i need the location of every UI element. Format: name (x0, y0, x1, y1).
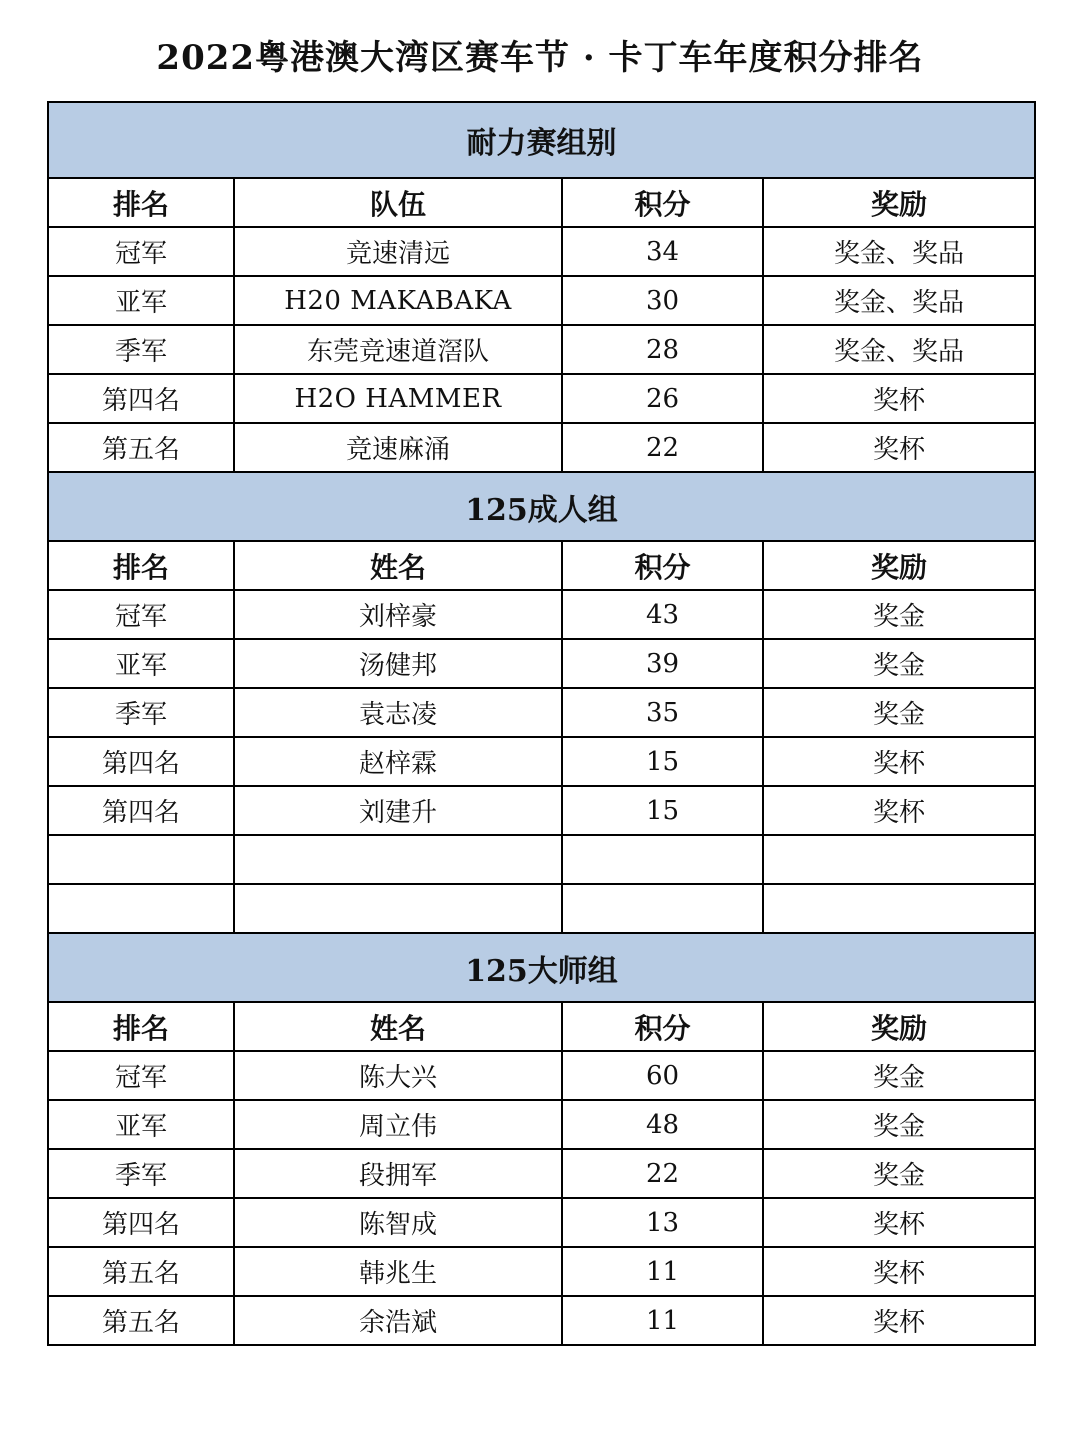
reward-cell: 奖杯 (763, 374, 1035, 423)
reward-cell: 奖杯 (763, 1296, 1035, 1345)
entrant-cell: 周立伟 (234, 1100, 562, 1149)
entrant-cell (234, 884, 562, 933)
table-row (48, 227, 1035, 276)
entrant-cell (234, 835, 562, 884)
rank-cell (48, 884, 234, 933)
rank-cell: 第五名 (48, 423, 234, 472)
points-cell: 15 (562, 786, 763, 835)
points-cell: 11 (562, 1247, 763, 1296)
entrant-cell: 东莞竞速道滘队 (234, 325, 562, 374)
reward-cell: 奖杯 (763, 1247, 1035, 1296)
points-cell (562, 835, 763, 884)
reward-cell: 奖金 (763, 1149, 1035, 1198)
column-header-rank: 排名 (48, 178, 234, 227)
rank-cell: 冠军 (48, 227, 234, 276)
column-header-entrant: 队伍 (234, 178, 562, 227)
points-cell: 11 (562, 1296, 763, 1345)
rank-cell: 季军 (48, 325, 234, 374)
points-cell: 28 (562, 325, 763, 374)
entrant-cell: 陈智成 (234, 1198, 562, 1247)
table-row (48, 1296, 1035, 1345)
column-header-reward: 奖励 (763, 541, 1035, 590)
table-row (48, 276, 1035, 325)
reward-cell: 奖金 (763, 688, 1035, 737)
table-row (48, 737, 1035, 786)
rank-cell: 第四名 (48, 374, 234, 423)
column-header-row (48, 1002, 1035, 1051)
table-row (48, 786, 1035, 835)
rank-cell: 第五名 (48, 1247, 234, 1296)
section-title: 耐力赛组别 (48, 102, 1035, 178)
table-row (48, 374, 1035, 423)
column-header-rank: 排名 (48, 541, 234, 590)
column-header-entrant: 姓名 (234, 541, 562, 590)
table-row (48, 325, 1035, 374)
table-row (48, 1149, 1035, 1198)
points-cell: 15 (562, 737, 763, 786)
column-header-points: 积分 (562, 1002, 763, 1051)
empty-table-row (48, 884, 1035, 933)
reward-cell: 奖金、奖品 (763, 227, 1035, 276)
table-row (48, 688, 1035, 737)
reward-cell (763, 835, 1035, 884)
table-row (48, 423, 1035, 472)
points-cell: 35 (562, 688, 763, 737)
points-cell: 22 (562, 1149, 763, 1198)
points-cell: 26 (562, 374, 763, 423)
reward-cell: 奖杯 (763, 737, 1035, 786)
reward-cell: 奖金、奖品 (763, 325, 1035, 374)
table-row (48, 639, 1035, 688)
table-row (48, 1051, 1035, 1100)
column-header-reward: 奖励 (763, 178, 1035, 227)
column-header-row (48, 541, 1035, 590)
reward-cell: 奖金 (763, 639, 1035, 688)
points-cell: 13 (562, 1198, 763, 1247)
table-row (48, 590, 1035, 639)
rank-cell: 亚军 (48, 639, 234, 688)
ranking-table (47, 101, 1036, 1346)
entrant-cell: H2O HAMMER (234, 374, 562, 423)
entrant-cell: 袁志凌 (234, 688, 562, 737)
points-cell: 48 (562, 1100, 763, 1149)
section-title-row (48, 472, 1035, 541)
entrant-cell: 竞速清远 (234, 227, 562, 276)
entrant-cell: 竞速麻涌 (234, 423, 562, 472)
rank-cell: 亚军 (48, 276, 234, 325)
reward-cell: 奖金 (763, 590, 1035, 639)
entrant-cell: 陈大兴 (234, 1051, 562, 1100)
entrant-cell: 段拥军 (234, 1149, 562, 1198)
column-header-row (48, 178, 1035, 227)
column-header-entrant: 姓名 (234, 1002, 562, 1051)
column-header-reward: 奖励 (763, 1002, 1035, 1051)
entrant-cell: 赵梓霖 (234, 737, 562, 786)
table-row (48, 1247, 1035, 1296)
empty-table-row (48, 835, 1035, 884)
section-title: 125成人组 (48, 472, 1035, 541)
section-title-row (48, 933, 1035, 1002)
reward-cell (763, 884, 1035, 933)
entrant-cell: H20 MAKABAKA (234, 276, 562, 325)
entrant-cell: 余浩斌 (234, 1296, 562, 1345)
section-title-row (48, 102, 1035, 178)
table-row (48, 1100, 1035, 1149)
points-cell: 60 (562, 1051, 763, 1100)
page-title: 2022粤港澳大湾区赛车节 · 卡丁车年度积分排名 (156, 38, 924, 78)
reward-cell: 奖杯 (763, 1198, 1035, 1247)
table-row (48, 1198, 1035, 1247)
rank-cell: 第四名 (48, 786, 234, 835)
section-title: 125大师组 (48, 933, 1035, 1002)
points-cell (562, 884, 763, 933)
points-cell: 22 (562, 423, 763, 472)
reward-cell: 奖杯 (763, 423, 1035, 472)
points-cell: 39 (562, 639, 763, 688)
reward-cell: 奖杯 (763, 786, 1035, 835)
rank-cell: 第五名 (48, 1296, 234, 1345)
rank-cell: 季军 (48, 1149, 234, 1198)
column-header-points: 积分 (562, 541, 763, 590)
points-cell: 43 (562, 590, 763, 639)
column-header-points: 积分 (562, 178, 763, 227)
rank-cell: 第四名 (48, 1198, 234, 1247)
rank-cell: 冠军 (48, 590, 234, 639)
reward-cell: 奖金 (763, 1051, 1035, 1100)
entrant-cell: 刘建升 (234, 786, 562, 835)
points-cell: 34 (562, 227, 763, 276)
column-header-rank: 排名 (48, 1002, 234, 1051)
rank-cell: 亚军 (48, 1100, 234, 1149)
rank-cell: 第四名 (48, 737, 234, 786)
reward-cell: 奖金 (763, 1100, 1035, 1149)
entrant-cell: 汤健邦 (234, 639, 562, 688)
reward-cell: 奖金、奖品 (763, 276, 1035, 325)
entrant-cell: 韩兆生 (234, 1247, 562, 1296)
rank-cell: 冠军 (48, 1051, 234, 1100)
points-cell: 30 (562, 276, 763, 325)
rank-cell: 季军 (48, 688, 234, 737)
rank-cell (48, 835, 234, 884)
entrant-cell: 刘梓豪 (234, 590, 562, 639)
